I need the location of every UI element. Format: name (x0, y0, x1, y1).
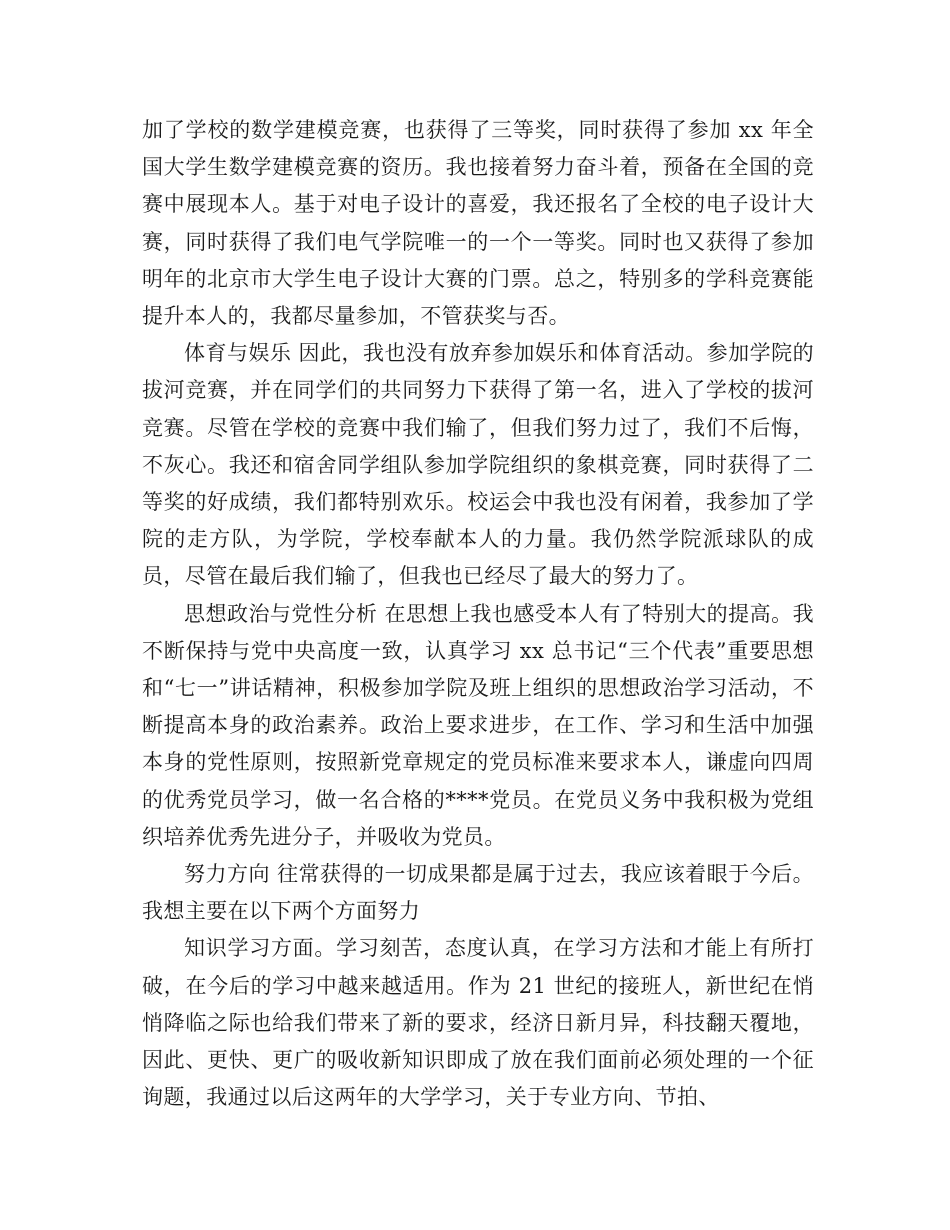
paragraph-knowledge-study: 知识学习方面。学习刻苦，态度认真，在学习方法和才能上有所打破，在今后的学习中越来越适用。作为 21 世纪的接班人，新世纪在悄悄降临之际也给我们带来了新的要求，经济日新月异，科技翻天覆地，因此、更快、更广的吸收新知识即成了放在我们面前必须处理的一个征询题，我通过以后这两年的大学学习，关于专业方向、节拍、 (142, 936, 814, 1110)
document-page (142, 112, 814, 1116)
paragraph-direction: 努力方向 往常获得的一切成果都是属于过去，我应该着眼于今后。我想主要在以下两个方面努力 (142, 862, 814, 924)
paragraph-political-thought: 思想政治与党性分析 在思想上我也感受本人有了特别大的提高。我不断保持与党中央高度一致，认真学习 xx 总书记“三个代表”重要思想和“七一”讲话精神，积极参加学院及班上组织的思想政治学习活动，不断提高本身的政治素养。政治上要求进步，在工作、学习和生活中加强本身的党性原则，按照新党章规定的党员标准来要求本人，谦虚向四周的优秀党员学习，做一名合格的****党员。在党员义务中我积极为党组织培养优秀先进分子，并吸收为党员。 (142, 601, 814, 849)
paragraph-competitions: 加了学校的数学建模竞赛，也获得了三等奖，同时获得了参加 xx 年全国大学生数学建模竞赛的资历。我也接着努力奋斗着，预备在全国的竞赛中展现本人。基于对电子设计的喜爱，我还报名了全校的电子设计大赛，同时获得了我们电气学院唯一的一个一等奖。同时也又获得了参加明年的北京市大学生电子设计大赛的门票。总之，特别多的学科竞赛能提升本人的，我都尽量参加，不管获奖与否。 (142, 118, 814, 329)
paragraph-sports-entertainment: 体育与娱乐 因此，我也没有放弃参加娱乐和体育活动。参加学院的拔河竞赛，并在同学们的共同努力下获得了第一名，进入了学校的拔河竞赛。尽管在学校的竞赛中我们输了，但我们努力过了，我们不后悔，不灰心。我还和宿舍同学组队参加学院组织的象棋竞赛，同时获得了二等奖的好成绩，我们都特别欢乐。校运会中我也没有闲着，我参加了学院的走方队，为学院，学校奉献本人的力量。我仍然学院派球队的成员，尽管在最后我们输了，但我也已经尽了最大的努力了。 (142, 341, 814, 589)
